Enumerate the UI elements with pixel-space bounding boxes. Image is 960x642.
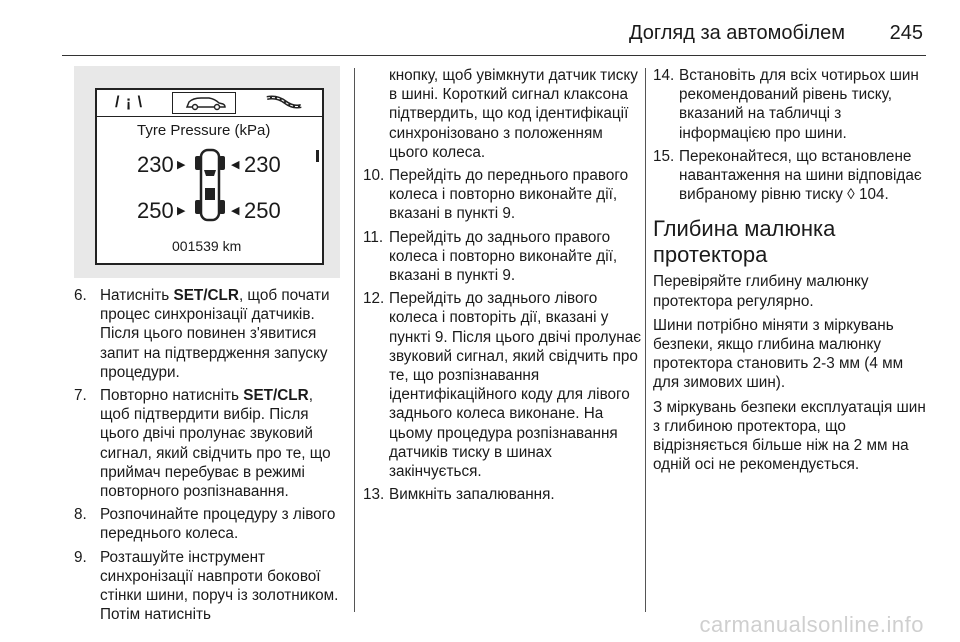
road-icon <box>263 94 303 112</box>
step-number: 11. <box>363 228 384 246</box>
step-number: 12. <box>363 290 385 308</box>
paragraph: З міркувань безпеки експлуатація шин з глибиною протектора, що відрізняється більше ніж на 2 мм на одній осі не рекомендується. <box>653 398 926 474</box>
list-item <box>653 147 933 205</box>
steps-list <box>363 66 643 504</box>
step-number: 9. <box>74 548 87 566</box>
pressure-front-left: 230 <box>137 152 174 177</box>
paragraph: Перевіряйте глибину малюнку протектора регулярно. <box>653 273 869 310</box>
section-heading: Глибина малюнка протектора <box>653 216 836 268</box>
road-info-tab-symbol: / ¡ \ <box>115 94 144 111</box>
page-title: Догляд за автомобілем <box>628 22 845 44</box>
arrow-left-icon: ◀ <box>231 205 240 217</box>
step-number: 7. <box>74 387 87 405</box>
arrow-right-icon: ▶ <box>177 205 186 217</box>
step-number: 10. <box>363 167 385 185</box>
step-text: Переконайтеся, що встановлене навантаження на шини відповідає вибраному рівню тиску <box>679 147 922 204</box>
step-number: 13. <box>363 486 385 504</box>
page-reference-link[interactable]: 104. <box>854 186 889 204</box>
step-text: Розташуйте інструмент синхронізації навпроти бокової стінки шини, поруч із золотником. Потім натисніть <box>100 548 339 624</box>
step-number: 6. <box>74 287 87 304</box>
scroll-indicator <box>316 150 319 162</box>
step-text: Перейдіть до заднього лівого колеса і повторіть дії, вказані у пункті 9. Після цього двічі пролунає звуковий сигнал, який свідчить про те, що розпізнавання ідентифікаційного коду для лівого заднього колеса виконане. На цьому процедура розпізнавання датчиків тиску в шинах закінчується. <box>389 290 642 481</box>
page-reference-icon: ◊ <box>847 186 855 204</box>
arrow-left-icon: ◀ <box>231 159 240 171</box>
step-number: 15. <box>653 147 675 165</box>
column-divider <box>645 68 646 612</box>
arrow-right-icon: ▶ <box>177 159 186 171</box>
header-divider <box>62 55 926 56</box>
step-text: , щоб почати процес синхронізації датчиків. Після цього повинен з'явитися запит на підтвердження запуску процедури. <box>100 287 330 381</box>
list-item <box>74 286 346 382</box>
step-number: 8. <box>74 506 87 524</box>
car-tab <box>172 92 236 114</box>
list-item <box>653 66 933 143</box>
step-text: Вимкніть запалювання. <box>389 486 555 504</box>
list-item <box>74 386 346 501</box>
display-tab-bar <box>97 90 322 117</box>
button-name: SET/CLR <box>243 387 309 405</box>
list-item <box>363 228 643 286</box>
car-side-icon <box>173 93 235 113</box>
steps-list <box>74 286 346 624</box>
button-name: SET/CLR <box>173 287 239 304</box>
step-text: Встановіть для всіх чотирьох шин рекомендований рівень тиску, вказаний на табличці з інформацією про шини. <box>679 67 919 142</box>
list-item <box>363 166 643 224</box>
text-column-2 <box>363 66 643 508</box>
odometer-reading: 001539 km <box>172 238 242 254</box>
text-column-3 <box>653 66 933 479</box>
tyre-pressure-figure <box>74 66 340 278</box>
step-text: Перейдіть до переднього правого колеса і повторно виконайте дії, вказані в пункті 9. <box>389 167 629 223</box>
car-top-view-icon <box>195 148 225 222</box>
text-column-1 <box>74 286 346 628</box>
step-text: Повторно натисніть <box>100 387 244 405</box>
watermark: carmanualsonline.info <box>699 612 924 637</box>
page-number: 245 <box>889 22 923 44</box>
list-item <box>363 485 643 504</box>
pressure-front-right: 230 <box>244 152 281 177</box>
list-item <box>74 548 346 625</box>
steps-list <box>653 66 933 204</box>
list-item <box>363 289 643 481</box>
step-number: 14. <box>653 67 675 84</box>
step-text: Перейдіть до заднього правого колеса і повторно виконайте дії, вказані в пункті 9. <box>389 228 618 285</box>
step-text: , щоб підтвердити вибір. Після цього двічі пролунає звуковий сигнал, який свідчить про те, що приймач перебуває в режимі повторного розпізнавання. <box>100 387 331 501</box>
column-divider <box>354 68 355 612</box>
step-text: кнопку, щоб увімкнути датчик тиску в шині. Короткий сигнал клаксона підтвердить, що код ідентифікації синхронізовано з положенням цього колеса. <box>389 67 638 161</box>
step-text: Розпочинайте процедуру з лівого переднього колеса. <box>100 506 336 543</box>
route-tab <box>263 94 303 112</box>
paragraph: Шини потрібно міняти з міркувань безпеки, якщо глибина малюнку протектора становить 2-3 мм (4 мм для зимових шин). <box>653 316 904 392</box>
pressure-rear-right: 250 <box>244 198 281 223</box>
step-text: Натисніть <box>100 287 174 304</box>
list-item <box>74 505 346 543</box>
instrument-display <box>95 88 324 265</box>
display-title: Tyre Pressure (kPa) <box>137 122 271 139</box>
page-header <box>0 0 960 60</box>
list-item-continuation <box>363 66 643 162</box>
pressure-rear-left: 250 <box>137 198 174 223</box>
